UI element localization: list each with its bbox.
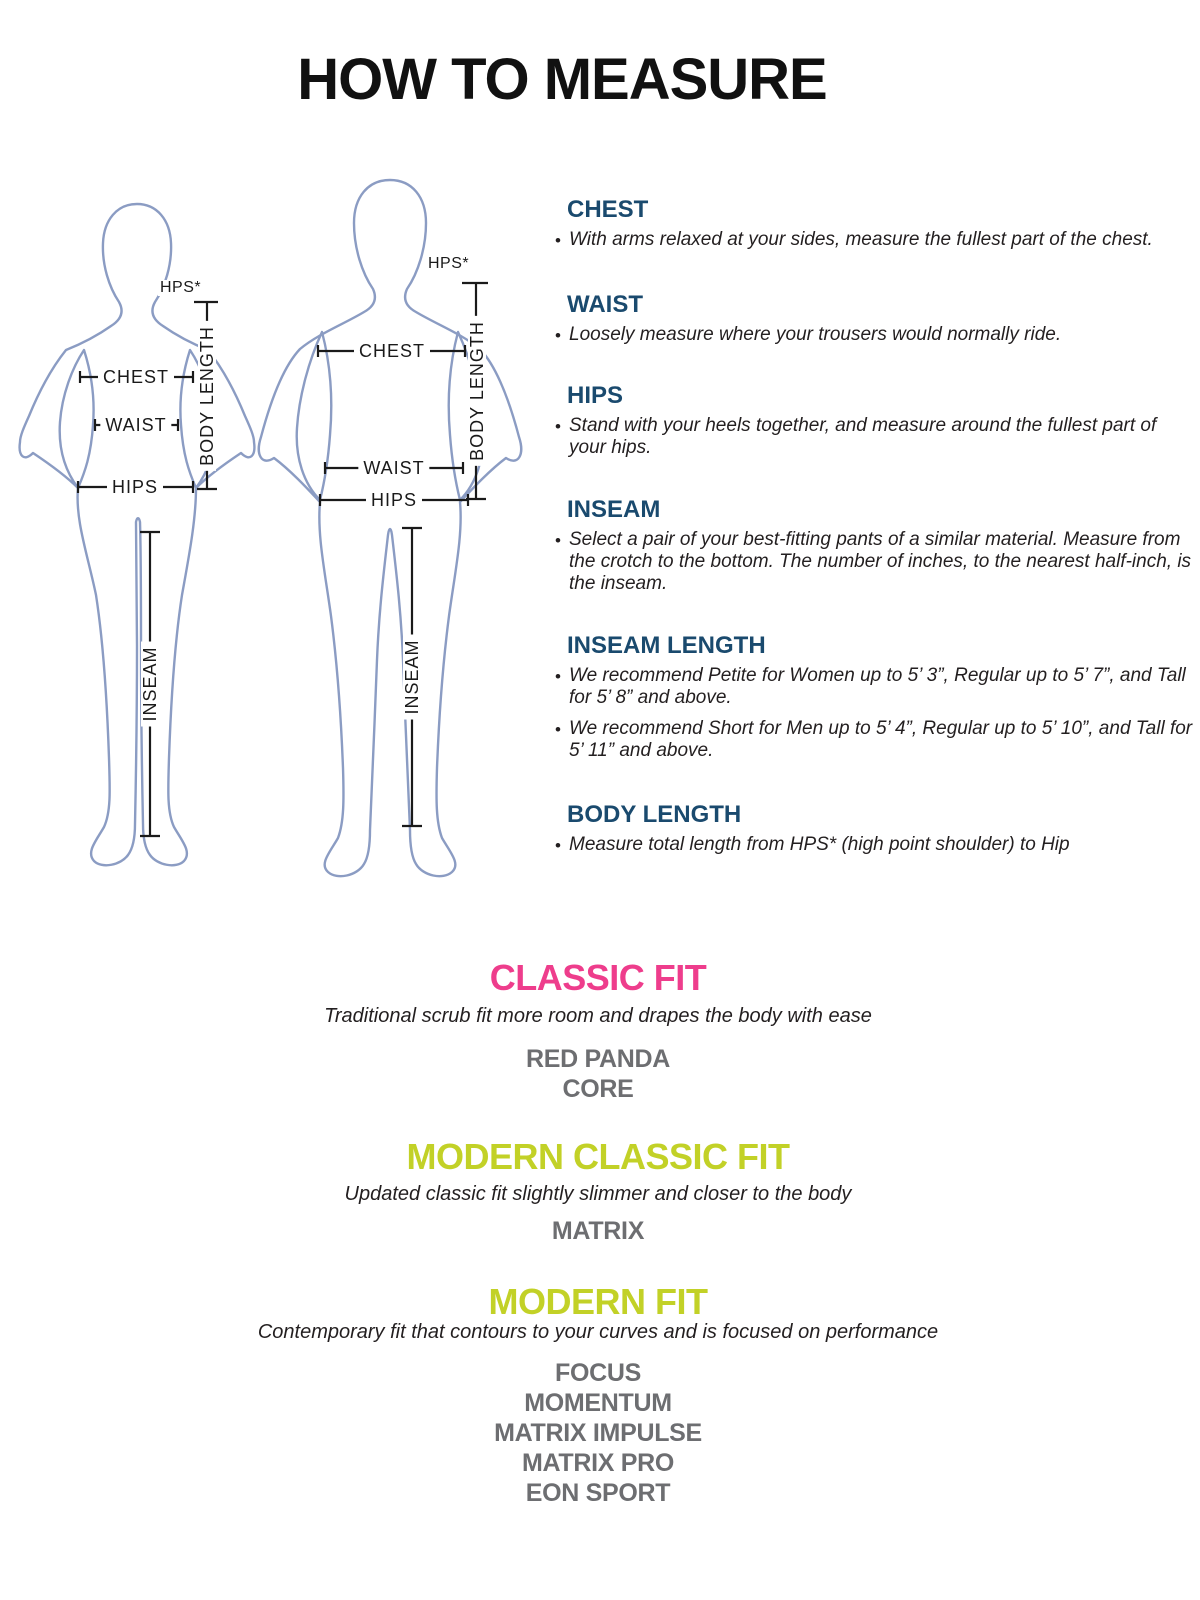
instruction-heading: CHEST	[567, 196, 649, 223]
instruction-section-waist	[555, 291, 1195, 355]
male-hips-label: HIPS	[366, 491, 422, 509]
male-body-length-label: BODY LENGTH	[468, 316, 486, 466]
male-hps-label: HPS*	[428, 255, 470, 272]
fit-heading-modern: MODERN FIT	[488, 1281, 708, 1322]
instruction-heading: WAIST	[567, 291, 643, 318]
instruction-bullet: • Loosely measure where your trousers would normally ride.	[555, 324, 1195, 346]
female-body-length-label: BODY LENGTH	[198, 321, 216, 471]
product-line: CORE	[562, 1075, 634, 1103]
product-line: MOMENTUM	[524, 1389, 672, 1417]
fit-products-modern	[0, 1358, 1196, 1508]
female-hps-label: HPS*	[160, 279, 202, 296]
product-line: MATRIX PRO	[521, 1449, 675, 1477]
fit-products-classic	[0, 1044, 1196, 1104]
instruction-section-hips	[555, 382, 1195, 468]
fit-heading-modern-classic: MODERN CLASSIC FIT	[406, 1136, 790, 1177]
male-waist-label: WAIST	[358, 459, 429, 477]
fit-products-modern-classic	[0, 1216, 1196, 1246]
male-figure-outline	[259, 180, 521, 876]
instruction-bullet: • Measure total length from HPS* (high point shoulder) to Hip	[555, 834, 1195, 856]
female-hips-label: HIPS	[107, 478, 163, 496]
instruction-heading: HIPS	[567, 382, 624, 409]
female-figure-outline	[20, 204, 255, 865]
male-chest-label: CHEST	[354, 342, 430, 360]
product-line: MATRIX	[551, 1217, 645, 1245]
fit-description-modern-classic: Updated classic fit slightly slimmer and closer to the body	[344, 1183, 852, 1205]
instruction-section-inseam	[555, 496, 1195, 604]
instruction-section-body-length	[555, 801, 1195, 865]
instruction-bullet: • We recommend Short for Men up to 5’ 4”, Regular up to 5’ 10”, and Tall for 5’ 11” and above.	[555, 718, 1195, 762]
product-line: FOCUS	[554, 1359, 641, 1387]
instruction-heading: INSEAM LENGTH	[567, 632, 766, 659]
female-left-arm-gap	[60, 350, 94, 488]
product-line: MATRIX IMPULSE	[494, 1419, 702, 1447]
male-inseam-label: INSEAM	[403, 634, 421, 719]
female-waist-label: WAIST	[100, 416, 171, 434]
page-title: HOW TO MEASURE	[297, 47, 827, 112]
instruction-bullet: • With arms relaxed at your sides, measure the fullest part of the chest.	[555, 229, 1195, 251]
product-line: RED PANDA	[525, 1045, 671, 1073]
male-left-arm-gap	[297, 332, 332, 500]
instruction-heading: INSEAM	[567, 496, 661, 523]
instruction-section-inseam-length	[555, 632, 1195, 771]
fit-description-modern: Contemporary fit that contours to your curves and is focused on performance	[257, 1321, 939, 1343]
female-chest-label: CHEST	[98, 368, 174, 386]
instruction-bullet: • Stand with your heels together, and measure around the fullest part of your hips.	[555, 415, 1195, 459]
fit-heading-classic: CLASSIC FIT	[489, 957, 707, 998]
fit-description-classic: Traditional scrub fit more room and drapes the body with ease	[324, 1005, 872, 1027]
instruction-bullet: • We recommend Petite for Women up to 5’ 3”, Regular up to 5’ 7”, and Tall for 5’ 8” and above.	[555, 665, 1195, 709]
product-line: EON SPORT	[525, 1479, 671, 1507]
instruction-heading: BODY LENGTH	[567, 801, 742, 828]
instruction-section-chest	[555, 196, 1195, 260]
female-inseam-label: INSEAM	[141, 641, 159, 726]
instruction-bullet: • Select a pair of your best-fitting pants of a similar material. Measure from the crotch to the bottom. The number of inches, to the nearest half-inch, is the inseam.	[555, 529, 1195, 595]
